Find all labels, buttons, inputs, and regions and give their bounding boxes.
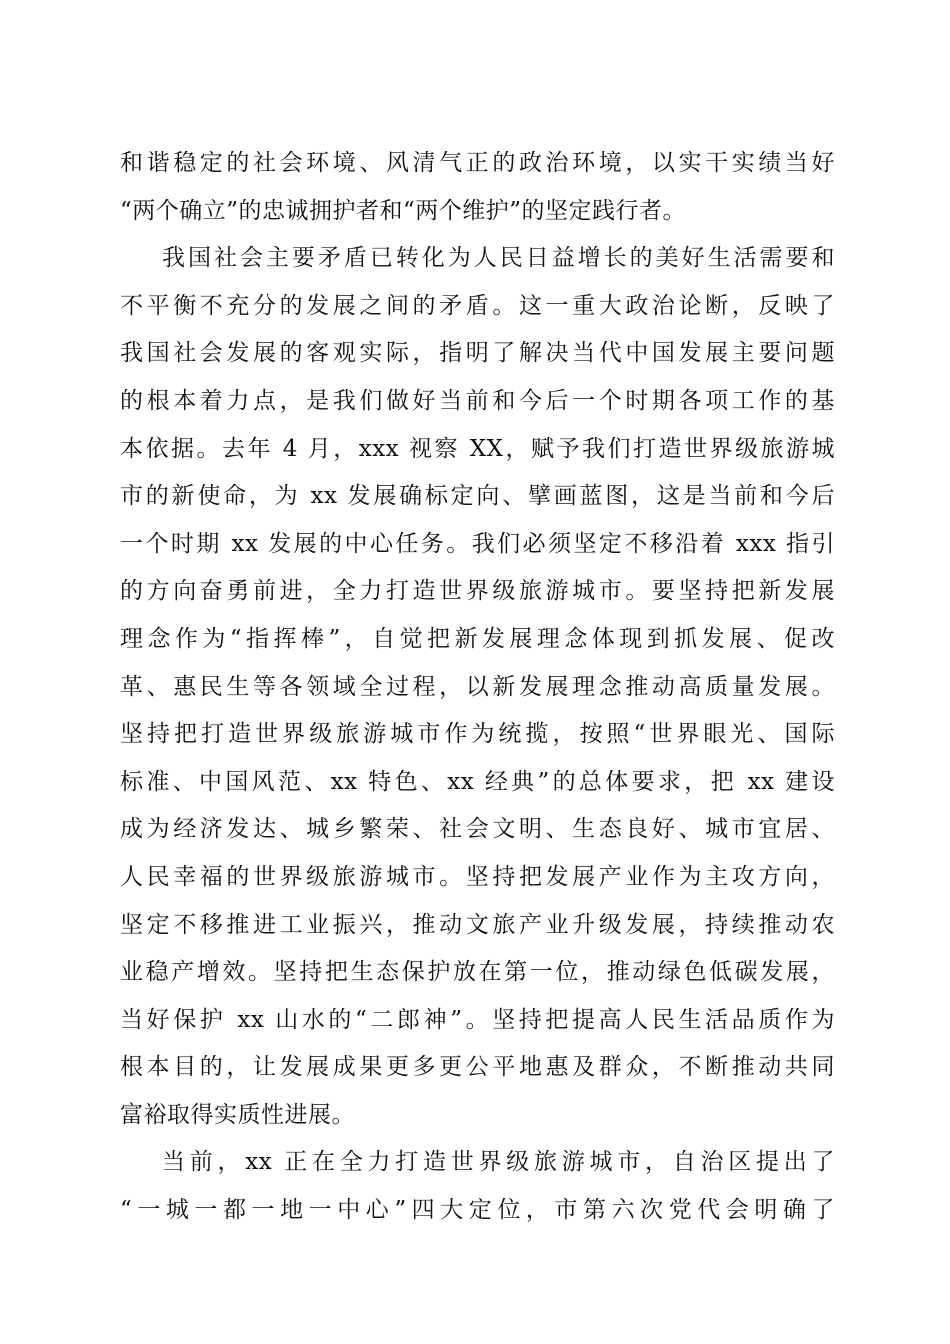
text-line: 市的新使命，为 xx 发展确标定向、擘画蓝图，这是当前和今后	[120, 483, 835, 510]
text-line: “两个确立”的忠诚拥护者和“两个维护”的坚定践行者。	[120, 197, 687, 224]
text-line: 富裕取得实质性进展。	[120, 1101, 355, 1128]
text-line: 人民幸福的世界级旅游城市。坚持把发展产业作为主攻方向，	[120, 863, 835, 890]
text-line: 一个时期 xx 发展的中心任务。我们必须坚定不移沿着 xxx 指引	[120, 530, 835, 557]
text-line: 本依据。去年 4 月，xxx 视察 XX，赋予我们打造世界级旅游城	[120, 435, 835, 462]
text-line: 当好保护 xx 山水的“二郎神”。坚持把提高人民生活品质作为	[120, 1006, 835, 1033]
text-line: 理念作为“指挥棒”，自觉把新发展理念体现到抓发展、促改	[120, 625, 835, 652]
text-line: 成为经济发达、城乡繁荣、社会文明、生态良好、城市宜居、	[120, 816, 835, 843]
body-text	[120, 140, 835, 1235]
text-line: 和谐稳定的社会环境、风清气正的政治环境，以实干实绩当好	[120, 150, 835, 176]
text-line: 革、惠民生等各领域全过程，以新发展理念推动高质量发展。	[120, 673, 835, 700]
text-line: 的方向奋勇前进，全力打造世界级旅游城市。要坚持把新发展	[120, 578, 835, 605]
text-line: 我国社会发展的客观实际，指明了解决当代中国发展主要问题	[120, 340, 835, 367]
text-line: 不平衡不充分的发展之间的矛盾。这一重大政治论断，反映了	[120, 292, 835, 319]
text-line: 根本目的，让发展成果更多更公平地惠及群众，不断推动共同	[120, 1054, 835, 1081]
text-line: 的根本着力点，是我们做好当前和今后一个时期各项工作的基	[120, 387, 835, 414]
text-line: 标准、中国风范、xx 特色、xx 经典”的总体要求，把 xx 建设	[120, 768, 835, 795]
text-line: 当前，xx 正在全力打造世界级旅游城市，自治区提出了	[162, 1149, 835, 1176]
text-line: “一城一都一地一中心”四大定位，市第六次党代会明确了	[120, 1197, 835, 1224]
text-line: 业稳产增效。坚持把生态保护放在第一位，推动绿色低碳发展，	[120, 959, 835, 986]
text-line: 坚定不移推进工业振兴，推动文旅产业升级发展，持续推动农	[120, 911, 835, 938]
text-line: 我国社会主要矛盾已转化为人民日益增长的美好生活需要和	[162, 245, 835, 272]
text-line: 坚持把打造世界级旅游城市作为统揽，按照“世界眼光、国际	[120, 721, 835, 748]
